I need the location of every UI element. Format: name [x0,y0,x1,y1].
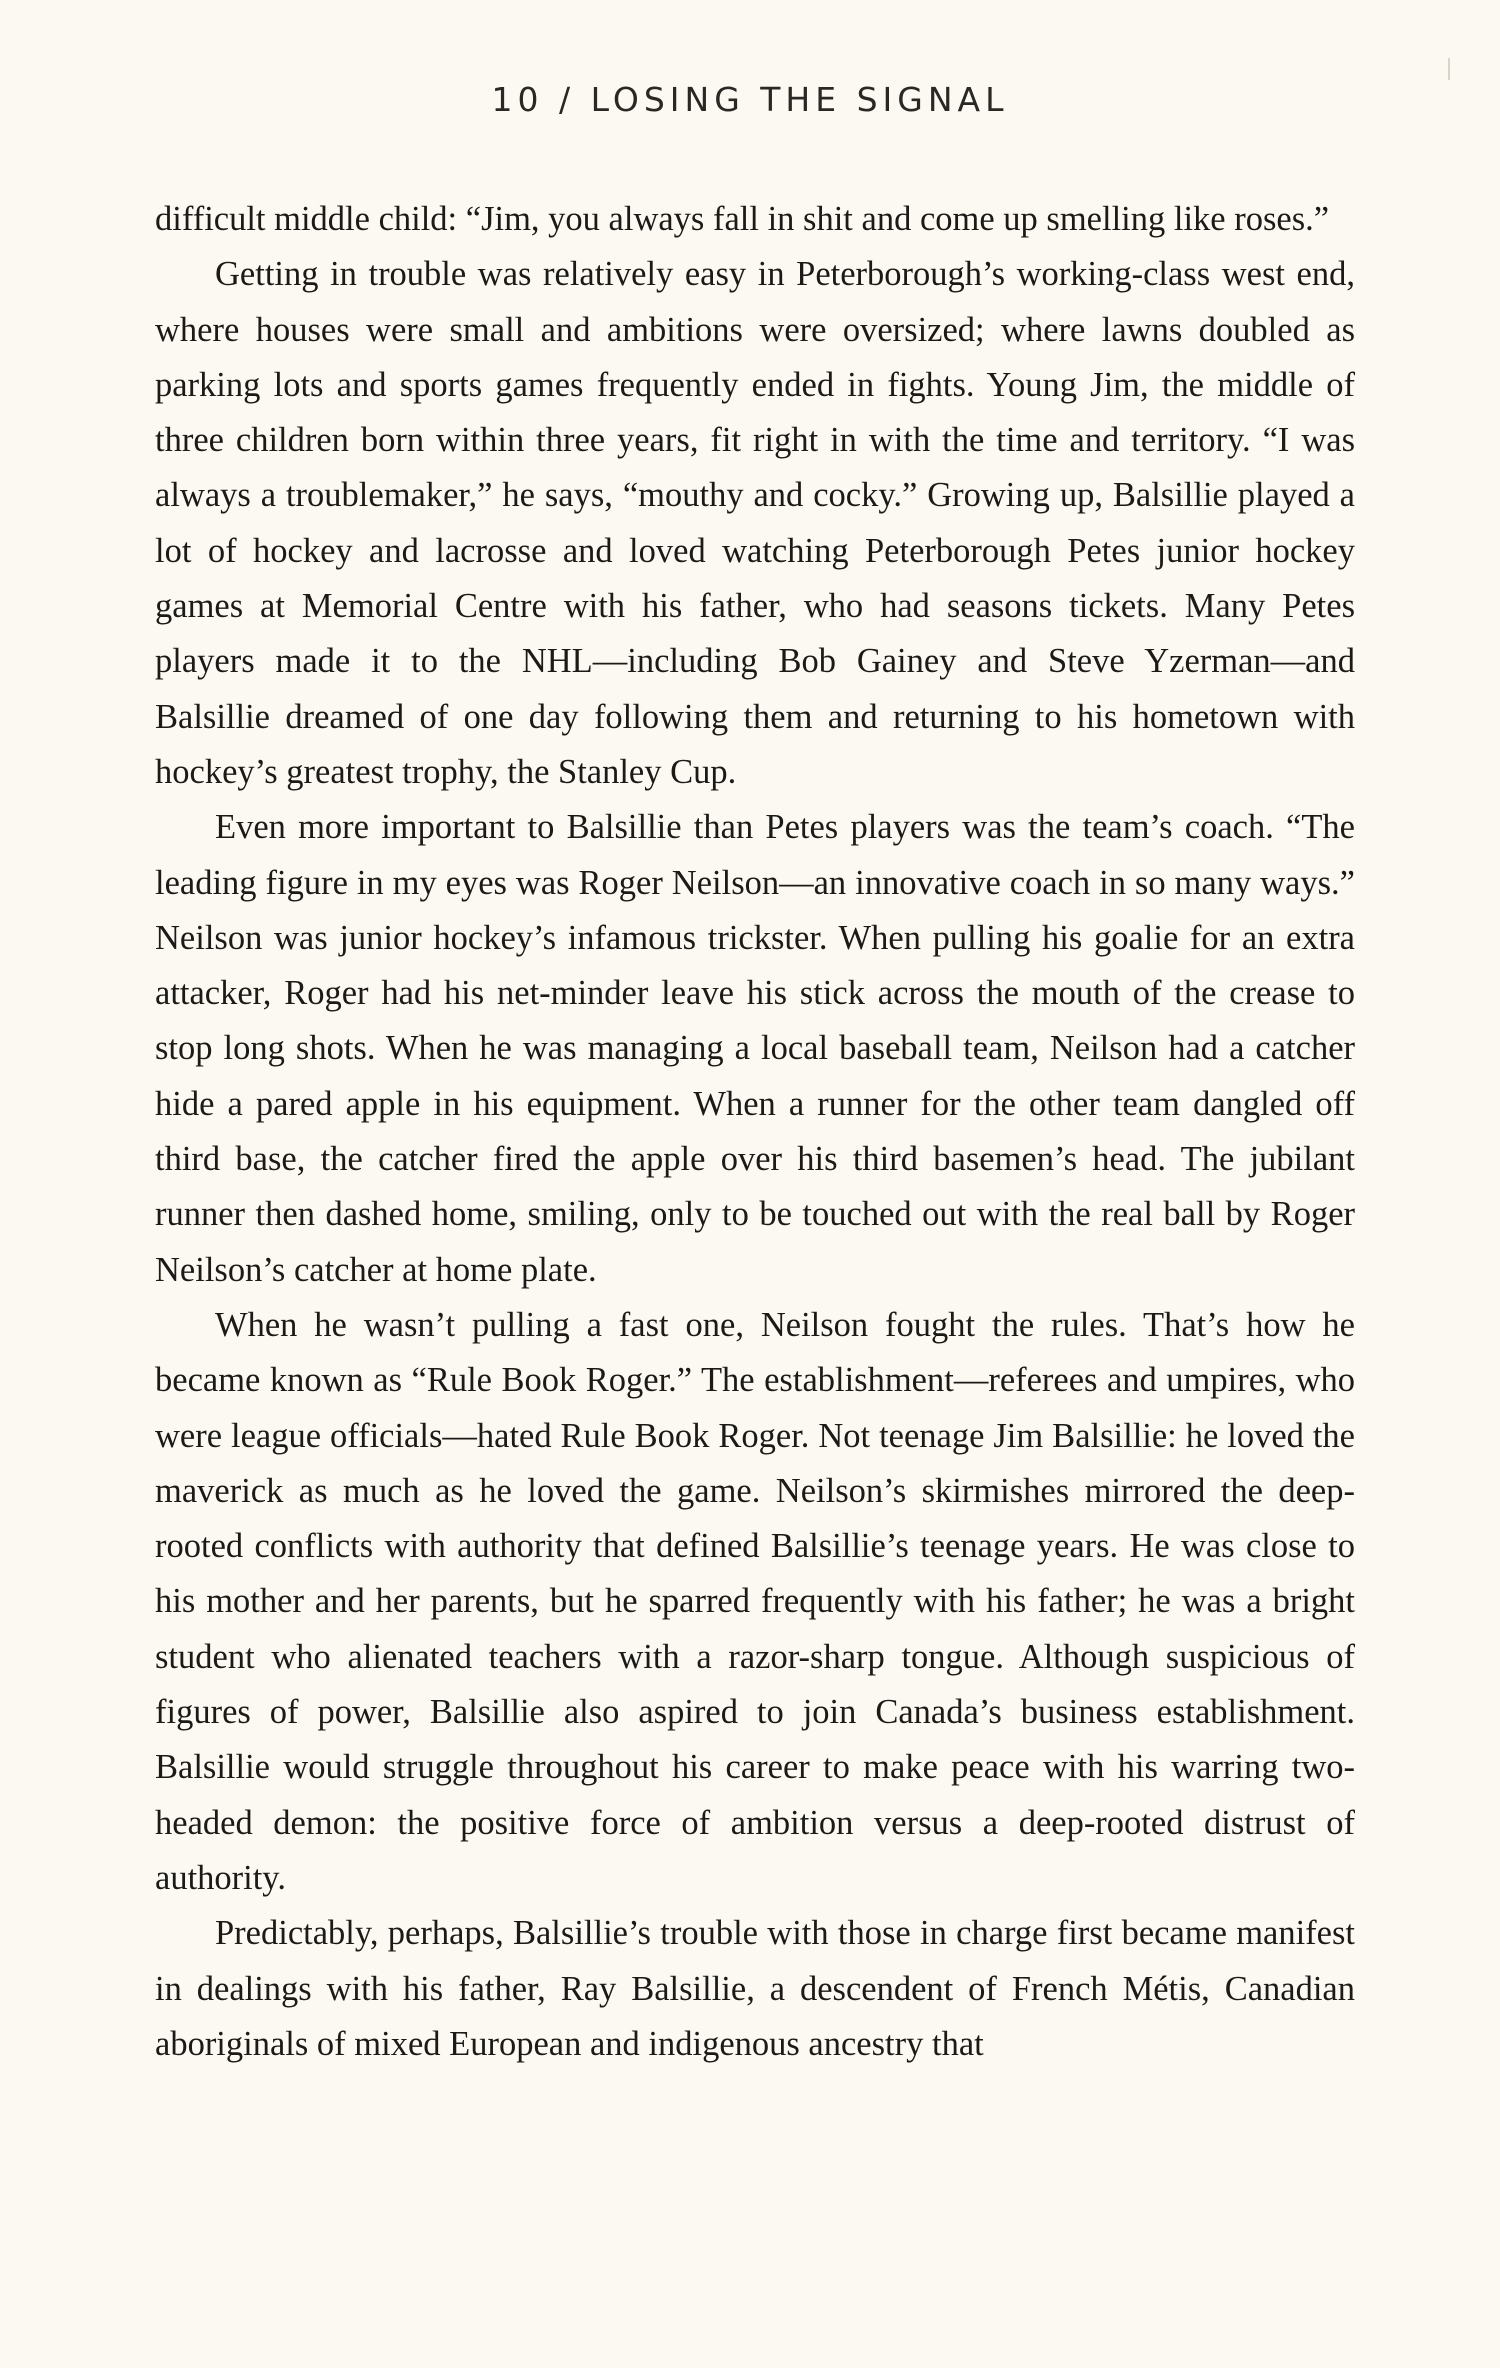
book-title: LOSING THE SIGNAL [590,80,1009,119]
scan-artifact [1448,58,1450,80]
paragraph-5: Predictably, perhaps, Balsillie’s trouble with those in charge first became manifest in dealings with his father, Ray Balsillie, a descendent of French Métis, Canadian aboriginals of mixed European and indigenous ancestry that [155,1914,1355,2063]
running-header [0,80,1500,119]
paragraph-4: When he wasn’t pulling a fast one, Neilson fought the rules. That’s how he became known as “Rule Book Roger.” The establishment—referees and umpires, who were league officials—hated Rule Book Roger. Not teenage Jim Balsillie: he loved the maverick as much as he loved the game. Neilson’s skirmishes mirrored the deep-rooted conflicts with authority that defined Balsillie’s teenage years. He was close to his mother and her parents, but he sparred frequently with his father; he was a bright student who alienated teachers with a razor-sharp tongue. Although suspicious of figures of power, Balsillie also aspired to join Canada’s business establishment. Balsillie would struggle throughout his career to make peace with his warring two-headed demon: the positive force of ambition versus a deep-rooted distrust of authority. [155,1305,1355,1897]
header-separator: / [559,80,576,119]
page-body [155,192,1355,2072]
paragraph-3: Even more important to Balsillie than Petes players was the team’s coach. “The leading figure in my eyes was Roger Neilson—an innovative coach in so many ways.” Neilson was junior hockey’s infamous trickster. When pulling his goalie for an extra attacker, Roger had his net-minder leave his stick across the mouth of the crease to stop long shots. When he was managing a local baseball team, Neilson had a catcher hide a pared apple in his equipment. When a runner for the other team dangled off third base, the catcher fired the apple over his third basemen’s head. The jubilant runner then dashed home, smiling, only to be touched out with the real ball by Roger Neilson’s catcher at home plate. [155,808,1355,1289]
paragraph-2: Getting in trouble was relatively easy in Peterborough’s working-class west end, where houses were small and ambitions were oversized; where lawns doubled as parking lots and sports games frequently ended in fights. Young Jim, the middle of three children born within three years, fit right in with the time and territory. “I was always a troublemaker,” he says, “mouthy and cocky.” Growing up, Balsillie played a lot of hockey and lacrosse and loved watching Peterborough Petes junior hockey games at Memorial Centre with his father, who had seasons tickets. Many Petes players made it to the NHL—including Bob Gainey and Steve Yzerman—and Balsillie dreamed of one day following them and returning to his hometown with hockey’s greatest trophy, the Stanley Cup. [155,255,1355,791]
page-number: 10 [491,80,544,119]
paragraph-1: difficult middle child: “Jim, you always fall in shit and come up smelling like roses.” [155,200,1330,238]
